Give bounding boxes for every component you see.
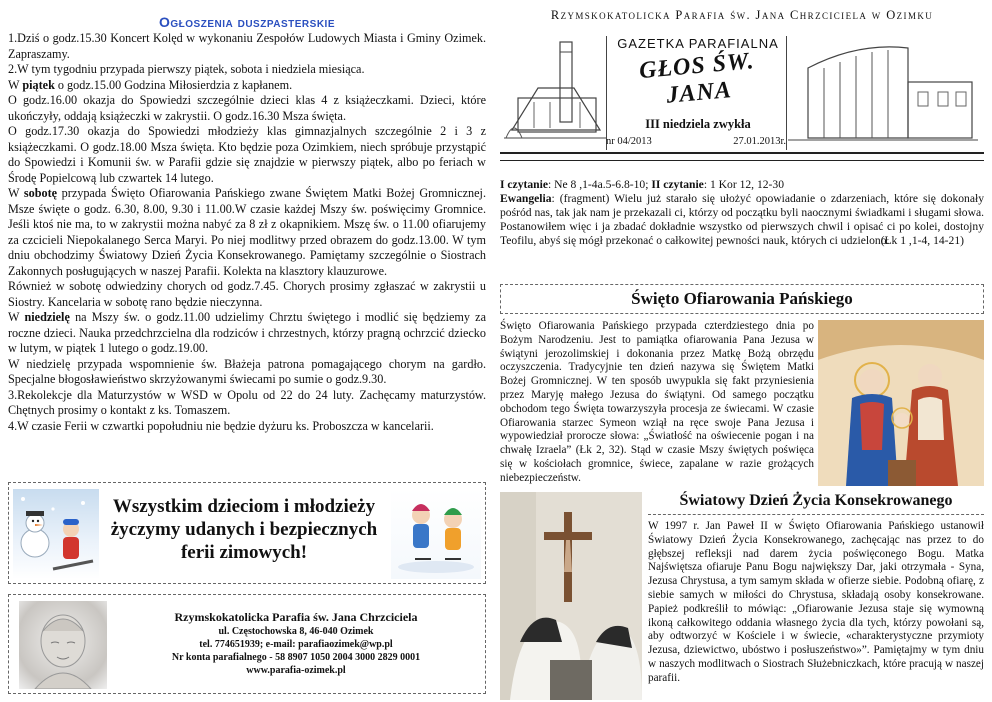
parish-phone-email: tel. 774651939; e-mail: parafiaozimek@wp.pl: [199, 639, 393, 650]
announcement-prefix: W: [8, 77, 23, 92]
announcement-text: Również w sobotę odwiedziny chorych od godz.7.45. Chorych prosimy zgłaszać w zakrystii u Siostry. Kancelaria w sobotę rano będzie nieczynna.: [8, 279, 486, 309]
announcement-text: O godz.16.00 okazja do Spowiedzi szczególnie dzieci klas 4 z książeczkami. Dzieci, które ukończyły, oddają książeczki w zakrystii. O godz.16.30 Msza święta.: [8, 93, 486, 123]
gospel-text: : (fragment) Wielu już starało się ułożyć opowiadanie o zdarzeniach, które się dokonały pośród nas, tak jak nam je przekazali ci, którzy od początku byli naocznymi świadkami i sługami słowa. Postanowiłem więc i ja zbadać dokładnie wszystko od pierwszych chwil i opisać ci po kolei, dostojny Teofilu, abyś się mógł przekonać o całkowitej pewności nauk, których ci udzielono.: [500, 192, 984, 247]
announcement-paragraph: [8, 124, 486, 186]
announcement-bold: niedzielę: [24, 310, 70, 324]
gospel-reference: (Łk 1 ,1-4, 14-21): [880, 234, 964, 247]
presentation-feast-title: Święto Ofiarowania Pańskiego: [500, 284, 984, 314]
nuns-chapel-photo: [500, 492, 642, 700]
reading2-ref: : 1 Kor 12, 12-30: [703, 178, 785, 191]
announcement-paragraph: [8, 186, 486, 279]
announcement-bold: sobotę: [23, 186, 58, 200]
readings-line: [500, 178, 984, 192]
reading2-label: II czytanie: [651, 178, 704, 191]
announcement-paragraph: [8, 419, 486, 435]
wishes-text: Wszystkim dzieciom i młodzieży życzymy udanych i bezpiecznych ferii zimowych!: [110, 496, 378, 563]
announcement-text: W niedzielę przypada wspomnienie św. Błażeja patrona pomagającego chorym na gardło. Specjalne błogosławieństwo skrzyżowanymi świecami po sumie o godz.9.30.: [8, 356, 486, 386]
winter-kids-left-image: [13, 489, 99, 579]
consecrated-life-title-rule: [648, 514, 984, 515]
wishes-box: [8, 482, 486, 584]
announcement-paragraph: [8, 62, 486, 78]
masthead: Rzymskokatolicka Parafia św. Jana Chrzciciela w Ozimku: [550, 8, 934, 22]
gazetka-label: GAZETKA PARAFIALNA: [617, 36, 779, 51]
announcement-paragraph: [8, 31, 486, 62]
announcement-text: o godz.15.00 Godzina Miłosierdzia z kapłanem.: [54, 77, 293, 92]
issue-number: nr 04/2013: [606, 136, 652, 147]
reading1-ref: : Ne 8 ,1-4a.5-6.8-10;: [547, 178, 652, 191]
header-divider-right: [786, 36, 787, 150]
parish-bank-account: Nr konta parafialnego - 58 8907 1050 2004 3000 2829 0001: [171, 652, 421, 663]
announcement-paragraph: [8, 357, 486, 388]
winter-kids-right-image: [391, 489, 481, 579]
header-rule: [500, 152, 984, 161]
consecrated-life-text: [648, 520, 984, 686]
announcement-bold: piątek: [22, 77, 55, 92]
newsletter-name: GŁOS ŚW. JANA: [638, 48, 756, 109]
liturgical-sunday: III niedziela zwykła: [645, 117, 751, 131]
contact-info: [109, 609, 483, 677]
announcement-text: 4.W czasie Ferii w czwartki popołudniu nie będzie dyżuru ks. Proboszcza w kancelarii.: [8, 418, 434, 433]
announcements-title: Ogłoszenia duszpasterskie: [159, 14, 335, 30]
announcement-text: przypada Święto Ofiarowania Pańskiego zwane Świętem Matki Bożej Gromnicznej. Msze święte o godz. 6.30, 8.00, 9.30 i 11.00.W czasie każdej Mszy św. poświęcimy Gromnice. Jeśli ktoś nie ma, to w zakrystii można nabyć za 8 zł z okapnikiem. Mszę św. o 11.00 ofiarujemy za czcicieli Niepokalanego Serca Maryi. Po niej modlitwy przed obrazem do godz.13.00. W tym dniu obchodzimy Światowy Dzień Życia Konsekrowanego. Pamiętamy szczególnie o Siostrach Zakonnych posługujących w naszej Parafii. Kolekta na klasztory klauzurowe.: [8, 186, 486, 278]
announcements-body: [8, 31, 486, 434]
newsletter-header: [500, 32, 984, 162]
contact-box: [8, 594, 486, 694]
parish-address: ul. Częstochowska 8, 46-040 Ozimek: [218, 626, 374, 637]
announcement-text: 3.Rekolekcje dla Maturzystów w WSD w Opolu od 22 do 24 luty. Zachęcamy maturzystów. Chętnych prosimy o kontakt z ks. Tomaszem.: [8, 387, 486, 417]
announcement-prefix: W: [8, 186, 24, 200]
announcement-paragraph: [8, 93, 486, 124]
newsletter-title: [610, 36, 786, 132]
issue-meta: [606, 136, 786, 147]
consecrated-life-paragraph: W 1997 r. Jan Paweł II w Święto Ofiarowania Pańskiego ustanowił Światowy Dzień Życia Konsekrowanego, zachęcając nas przez to do głębszej refleksji nad darem życia poświęconego Bogu. Matka Najświętsza ofiaruje Panu Bogu największy Dar, jaki otrzymała - Syna, Jezusa Chrystusa, a tym samym składa w ofierze siebie. Podobną ofiarę, z siebie samych w miłości do Chrystusa, składają osoby konsekrowane. Papież podkreślił to mówiąc: „Ofiarowanie Jezusa staje się wymowną ikoną całkowitego oddania własnego życia dla tych, którzy powołani są, aby odtworzyć w Kościele i w świecie, «charakterystyczne przymioty Jezusa, dziewictwo, ubóstwo i posłuszeństwo»”. Pamiętajmy w tym dniu w naszych modlitwach o Siostrach Służebniczkach, które pracują w naszej parafii.: [648, 520, 984, 684]
announcement-paragraph: [8, 78, 486, 94]
announcement-paragraph: [8, 388, 486, 419]
announcement-paragraph: [8, 279, 486, 310]
parish-name: Rzymskokatolicka Parafia św. Jana Chrzciciela: [174, 610, 418, 624]
reading1-label: I czytanie: [500, 178, 548, 191]
header-divider-left: [606, 36, 607, 150]
modern-church-drawing-image: [788, 38, 978, 144]
presentation-feast-paragraph: Święto Ofiarowania Pańskiego przypada czterdziestego dnia po Bożym Narodzeniu. Jest to pamiątka ofiarowania Pana Jezusa w świątyni jerozolimskiej i dokonania przez Matkę Bożą obrzędu oczyszczenia. Tradycyjnie ten dzień nazywa się Świętem Matki Bożej Gromnicznej. W ten sposób uwypukla się fakt przyniesienia przez Maryję małego Jezusa do świątyni. Od samego początku obchodom tego Święta towarzyszyła procesja ze świecami. W czasie Ofiarowania starzec Symeon wziął na ręce swoje Pana Jezusa i wypowiedział prorocze słowa: „Światłość na oświecenie pogan i na chwałę Izraela” (Łk 2, 32). Stąd w czasie Mszy świętych poświęca się w kościołach gromnice, świece, zapalane w razie grożących niebezpieczeństw.: [500, 320, 814, 484]
presentation-feast-text: [500, 320, 814, 486]
announcement-text: 1.Dziś o godz.15.30 Koncert Kolęd w wykonaniu Zespołów Ludowych Miasta i Gminy Ozimek. Zapraszamy.: [8, 31, 486, 61]
pope-statue-image: [19, 601, 107, 689]
consecrated-life-title: Światowy Dzień Życia Konsekrowanego: [679, 492, 953, 509]
announcement-text: 2.W tym tygodniu przypada pierwszy piątek, sobota i niedziela miesiąca.: [8, 62, 365, 76]
announcement-text: O godz.17.30 okazja do Spowiedzi młodzieży klas gimnazjalnych szczególnie 2 i 3 z książeczkami. O godz.18.00 Msza święta. Kto będzie poza Ozimkiem, niech spróbuje przystąpić do Spowiedzi i Komunii św. w Parafii gdzie się znajdzie w pierwszy piątek, albo po feriach w Środę Popielcową lub czwartek 14 lutego.: [8, 124, 486, 185]
gospel-label: Ewangelia: [500, 192, 552, 205]
issue-date: 27.01.2013r.: [733, 136, 786, 147]
presentation-painting-image: [818, 320, 984, 486]
readings-section: [500, 178, 984, 248]
left-column: [8, 14, 486, 676]
announcement-prefix: W: [8, 310, 25, 324]
announcement-text: na Mszy św. o godz.11.00 udzielimy Chrztu świętego i modlić się będziemy za roczne dzieci. Nauka przedchrzcielna dla rodziców i chrzestnych, którzy pragną ochrzcić dziecko w lutym, w piątek 1 lutego o godz.19.00.: [8, 310, 486, 355]
announcement-paragraph: [8, 310, 486, 357]
church-drawing-image: [504, 38, 606, 144]
parish-website: www.parafia-ozimek.pl: [246, 665, 346, 676]
